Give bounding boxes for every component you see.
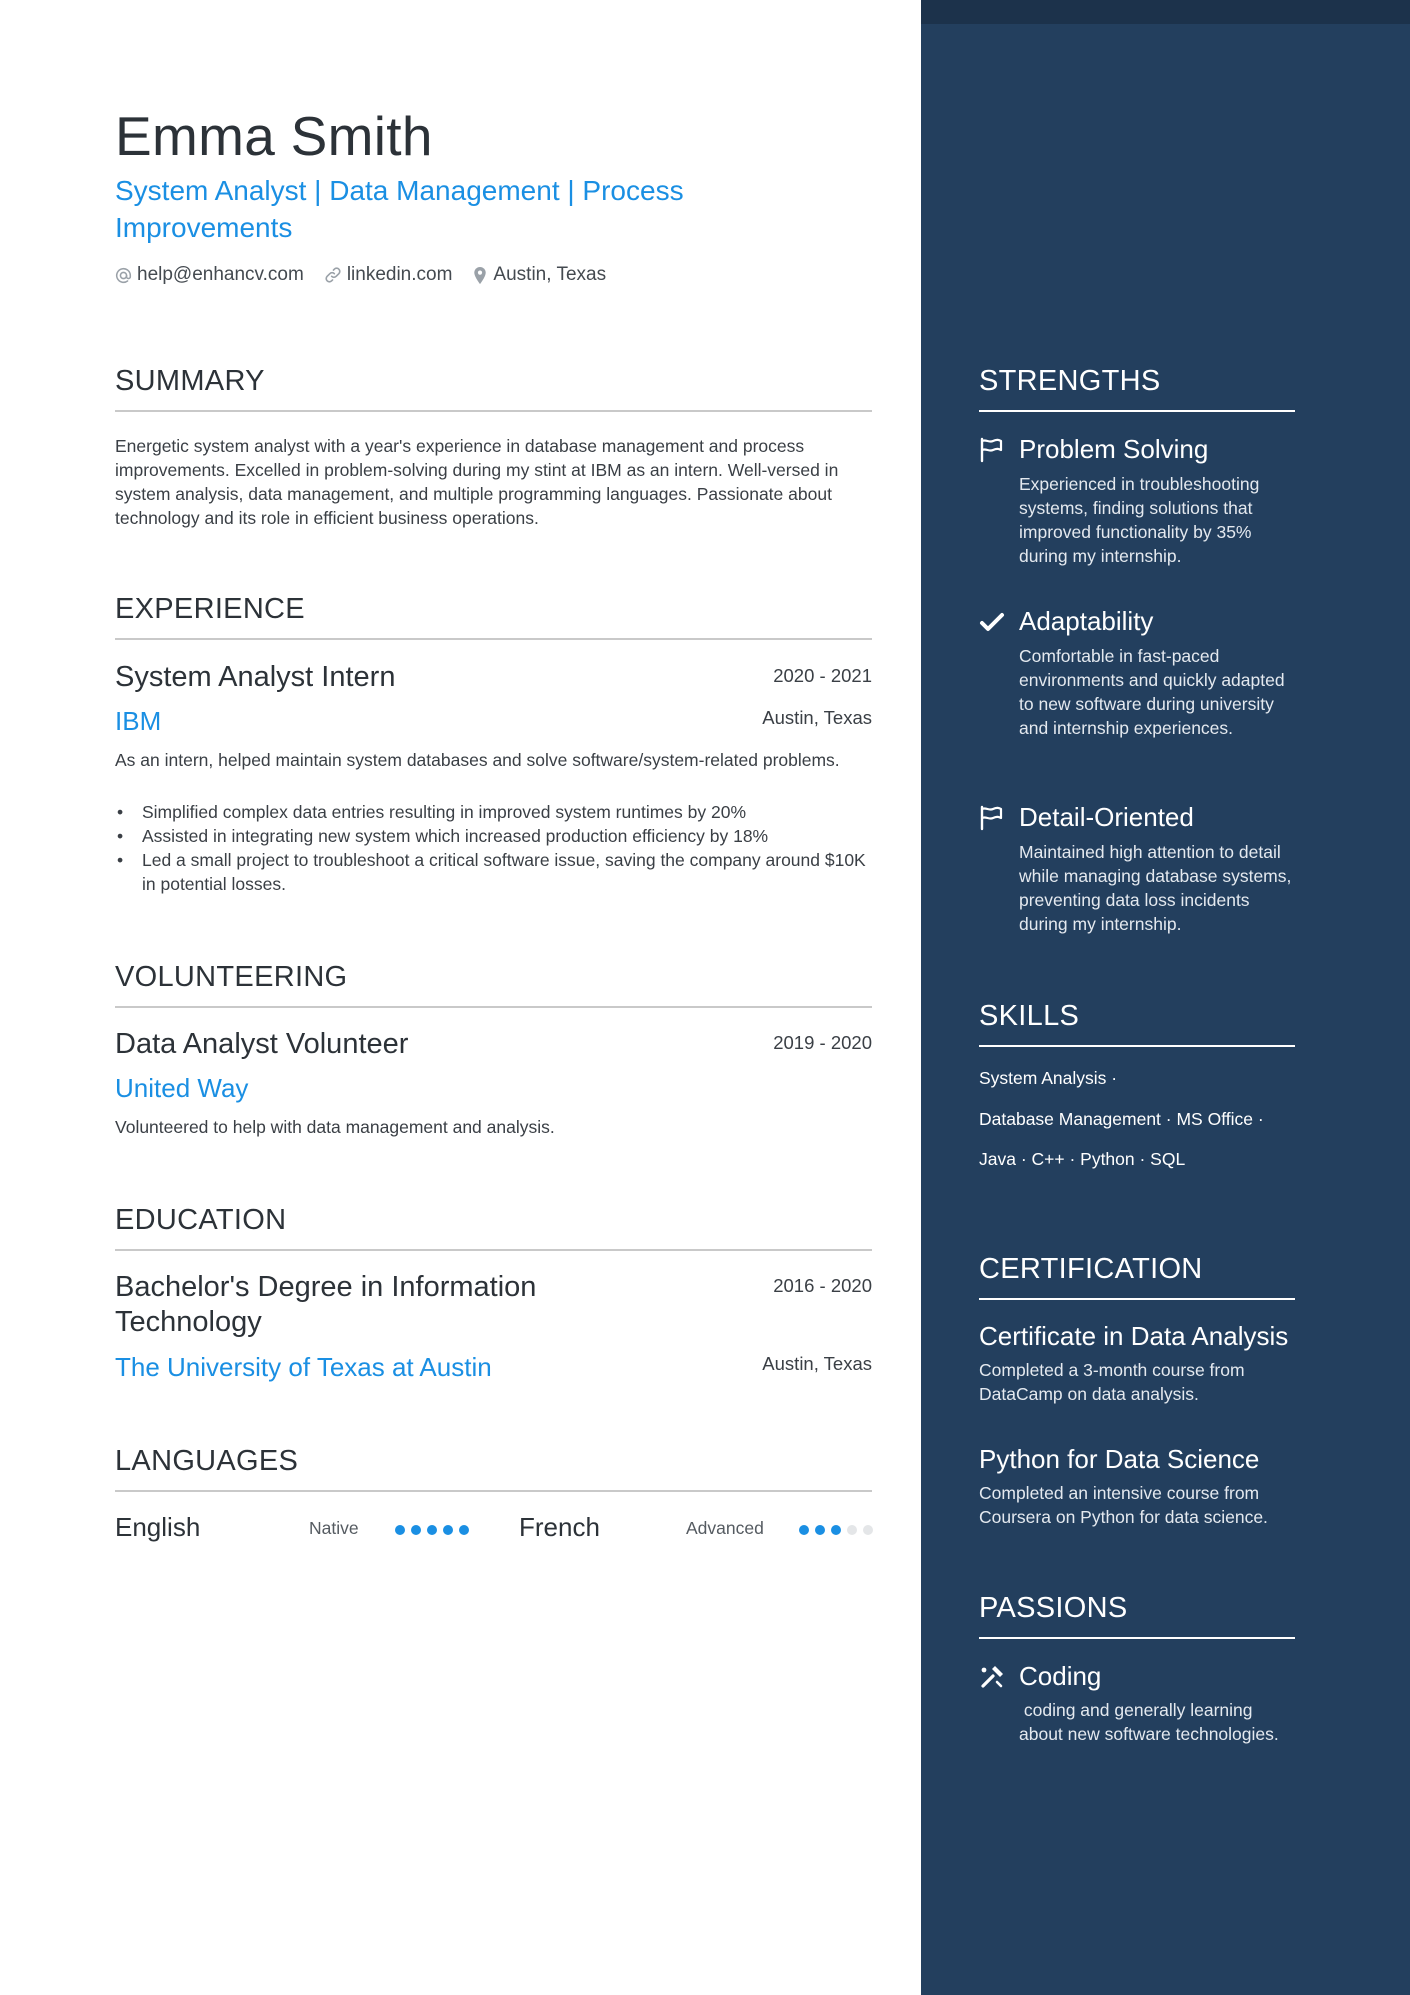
certification-heading: CERTIFICATION <box>979 1253 1295 1300</box>
certificate-title: Python for Data Science <box>979 1444 1260 1474</box>
experience-dates: 2020 - 2021 <box>773 665 872 686</box>
education-degree: Bachelor's Degree in Information Technology <box>115 1271 537 1338</box>
language-name: English <box>115 1512 201 1542</box>
certificate-text: Completed a 3-month course from DataCamp on data analysis. <box>979 1360 1245 1404</box>
language-level: Native <box>309 1518 359 1538</box>
skills-heading: SKILLS <box>979 1000 1295 1047</box>
bullet-item: • Led a small project to troubleshoot a critical software issue, saving the company around $10K in potential losses. <box>115 848 872 896</box>
volunteering-heading: VOLUNTEERING <box>115 961 872 1008</box>
experience-role: System Analyst Intern <box>115 661 396 693</box>
contact-location <box>472 264 606 286</box>
bullet-item: • Assisted in integrating new system which increased production efficiency by 18% <box>115 824 872 848</box>
at-icon <box>115 267 132 284</box>
skill-line: Java · C++ · Python · SQL <box>979 1149 1186 1169</box>
skill-line: Database Management · MS Office · <box>979 1109 1264 1129</box>
passion-title: Coding <box>1019 1661 1102 1691</box>
proficiency-dot <box>815 1525 825 1535</box>
language-level: Advanced <box>686 1518 764 1538</box>
headline: System Analyst | Data Management | Process Improvements <box>115 175 684 243</box>
location-pin-icon <box>472 266 488 285</box>
certificate-title: Certificate in Data Analysis <box>979 1321 1289 1351</box>
contact-email-text: help@enhancv.com <box>137 264 304 285</box>
candidate-name: Emma Smith <box>115 105 433 167</box>
language-proficiency-dots <box>395 1525 475 1535</box>
passion-text: coding and generally learning about new software technologies. <box>1019 1700 1279 1744</box>
contact-link-text: linkedin.com <box>346 264 453 285</box>
coding-icon <box>979 1664 1005 1690</box>
strength-title: Adaptability <box>1019 606 1154 636</box>
strength-text: Comfortable in fast-paced environments and quickly adapted to new software during university and internship experiences. <box>1019 646 1285 738</box>
experience-bullets <box>115 800 872 896</box>
volunteering-org: United Way <box>115 1073 249 1103</box>
proficiency-dot <box>847 1525 857 1535</box>
skill-line: System Analysis · <box>979 1068 1118 1088</box>
proficiency-dot <box>395 1525 405 1535</box>
volunteering-role: Data Analyst Volunteer <box>115 1028 409 1060</box>
language-proficiency-dots <box>799 1525 879 1535</box>
certificate-text: Completed an intensive course from Coursera on Python for data science. <box>979 1483 1268 1527</box>
contact-email[interactable] <box>115 264 304 286</box>
education-school: The University of Texas at Austin <box>115 1352 492 1382</box>
check-icon <box>979 609 1005 635</box>
summary-heading: SUMMARY <box>115 365 872 412</box>
languages-list <box>115 1512 872 1548</box>
passions-heading: PASSIONS <box>979 1592 1295 1639</box>
experience-description: As an intern, helped maintain system databases and solve software/system-related problems. <box>115 750 840 770</box>
language-name: French <box>519 1512 600 1542</box>
proficiency-dot <box>863 1525 873 1535</box>
summary-text: Energetic system analyst with a year's experience in database management and process improvements. Excelled in problem-solving during my stint at IBM as an intern. Well-versed in system analysis, data management, and multiple programming languages. Passionate about technology and its role in efficient business operations. <box>115 436 839 528</box>
flag-icon <box>979 437 1005 463</box>
strength-text: Maintained high attention to detail while managing database systems, preventing data loss incidents during my internship. <box>1019 842 1292 934</box>
experience-heading: EXPERIENCE <box>115 593 872 640</box>
contact-bar <box>115 264 626 286</box>
strength-title: Detail-Oriented <box>1019 802 1194 832</box>
contact-link[interactable] <box>324 264 453 286</box>
contact-location-text: Austin, Texas <box>493 264 607 285</box>
volunteering-dates: 2019 - 2020 <box>773 1032 872 1053</box>
education-location: Austin, Texas <box>762 1353 872 1374</box>
proficiency-dot <box>427 1525 437 1535</box>
languages-heading: LANGUAGES <box>115 1445 872 1492</box>
proficiency-dot <box>831 1525 841 1535</box>
experience-location: Austin, Texas <box>762 707 872 728</box>
education-heading: EDUCATION <box>115 1204 872 1251</box>
flag-icon <box>979 805 1005 831</box>
bullet-item: • Simplified complex data entries resulting in improved system runtimes by 20% <box>115 800 872 824</box>
experience-company: IBM <box>115 706 162 736</box>
strengths-heading: STRENGTHS <box>979 365 1295 412</box>
link-icon <box>324 266 342 284</box>
sidebar-top-band <box>921 0 1410 24</box>
strength-text: Experienced in troubleshooting systems, finding solutions that improved functionality by 35% during my internship. <box>1019 474 1260 566</box>
proficiency-dot <box>443 1525 453 1535</box>
strength-title: Problem Solving <box>1019 434 1209 464</box>
proficiency-dot <box>411 1525 421 1535</box>
proficiency-dot <box>459 1525 469 1535</box>
sidebar <box>921 0 1410 1995</box>
volunteering-description: Volunteered to help with data management and analysis. <box>115 1117 555 1137</box>
education-dates: 2016 - 2020 <box>773 1275 872 1296</box>
proficiency-dot <box>799 1525 809 1535</box>
